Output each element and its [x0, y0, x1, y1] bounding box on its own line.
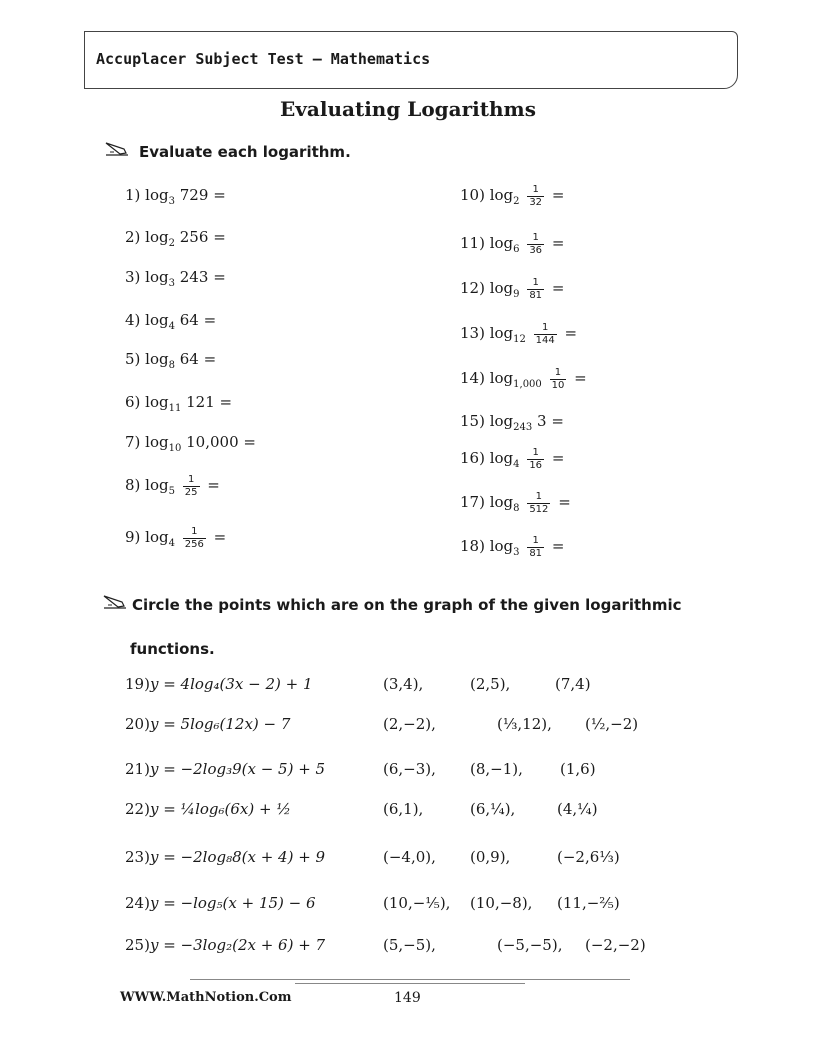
point-option[interactable]: (11,−⅖)	[557, 894, 620, 912]
section2-instruction: Circle the points which are on the graph of the given logarithmic	[132, 596, 682, 614]
problem-5: 5) $\log_8 64$ =	[125, 350, 217, 371]
section1-instruction: Evaluate each logarithm.	[139, 143, 351, 161]
point-option[interactable]: (6,1),	[383, 800, 424, 818]
section2-instruction-cont: functions.	[130, 640, 215, 658]
problem-17: 17) $\log_8$ $\frac{1}{512}$ =	[460, 491, 571, 515]
footer-rule	[295, 983, 525, 984]
point-option[interactable]: (7,4)	[555, 675, 591, 693]
function-22: 22)y = ¼log₆(6x) + ½	[125, 800, 291, 818]
point-option[interactable]: (−2,−2)	[585, 936, 646, 954]
point-option[interactable]: (½,−2)	[585, 715, 639, 733]
problem-16: 16) $\log_4$ $\frac{1}{16}$ =	[460, 447, 565, 471]
pencil-icon	[102, 593, 128, 611]
point-option[interactable]: (−2,6⅓)	[557, 848, 620, 866]
function-25: 25)y = −3log₂(2x + 6) + 7	[125, 936, 326, 954]
point-option[interactable]: (10,−⅕),	[383, 894, 451, 912]
point-option[interactable]: (⅓,12),	[497, 715, 552, 733]
function-20: 20)y = 5log₆(12x) − 7	[125, 715, 291, 733]
point-option[interactable]: (2,5),	[470, 675, 511, 693]
problem-9: 9) $\log_4$ $\frac{1}{256}$ =	[125, 526, 227, 550]
problem-12: 12) $\log_9$ $\frac{1}{81}$ =	[460, 277, 565, 301]
point-option[interactable]: (10,−8),	[470, 894, 533, 912]
point-option[interactable]: (2,−2),	[383, 715, 436, 733]
function-24: 24)y = −log₅(x + 15) − 6	[125, 894, 316, 912]
function-21: 21)y = −2log₃9(x − 5) + 5	[125, 760, 326, 778]
page-number: 149	[394, 990, 421, 1006]
problem-8: 8) $\log_5$ $\frac{1}{25}$ =	[125, 474, 220, 498]
pencil-icon	[104, 140, 130, 158]
problem-3: 3) $\log_3 243$ =	[125, 268, 226, 289]
problem-4: 4) $\log_4 64$ =	[125, 311, 217, 332]
point-option[interactable]: (1,6)	[560, 760, 596, 778]
header-title: Accuplacer Subject Test – Mathematics	[96, 50, 431, 68]
point-option[interactable]: (−5,−5),	[497, 936, 563, 954]
point-option[interactable]: (3,4),	[383, 675, 424, 693]
problem-18: 18) $\log_3$ $\frac{1}{81}$ =	[460, 535, 565, 559]
problem-11: 11) $\log_6$ $\frac{1}{36}$ =	[460, 232, 565, 256]
page-title: Evaluating Logarithms	[280, 97, 536, 121]
point-option[interactable]: (0,9),	[470, 848, 511, 866]
footer-site: WWW.MathNotion.Com	[120, 990, 292, 1005]
point-option[interactable]: (8,−1),	[470, 760, 523, 778]
point-option[interactable]: (4,¼)	[557, 800, 598, 818]
problem-2: 2) $\log_2 256$ =	[125, 228, 226, 249]
point-option[interactable]: (6,¼),	[470, 800, 516, 818]
problem-6: 6) $\log_{11} 121$ =	[125, 393, 233, 414]
problem-15: 15) $\log_{243} 3$ =	[460, 412, 564, 433]
point-option[interactable]: (6,−3),	[383, 760, 436, 778]
function-23: 23)y = −2log₈8(x + 4) + 9	[125, 848, 326, 866]
point-option[interactable]: (−4,0),	[383, 848, 436, 866]
problem-14: 14) $\log_{1,000}$ $\frac{1}{10}$ =	[460, 367, 587, 391]
problem-10: 10) $\log_2$ $\frac{1}{32}$ =	[460, 184, 565, 208]
problem-13: 13) $\log_{12}$ $\frac{1}{144}$ =	[460, 322, 578, 346]
problem-7: 7) $\log_{10} 10,000$ =	[125, 433, 256, 454]
problem-1: 1) $\log_3 729$ =	[125, 186, 226, 207]
point-option[interactable]: (5,−5),	[383, 936, 436, 954]
function-19: 19)y = 4log₄(3x − 2) + 1	[125, 675, 313, 693]
footer-rule	[190, 979, 630, 980]
